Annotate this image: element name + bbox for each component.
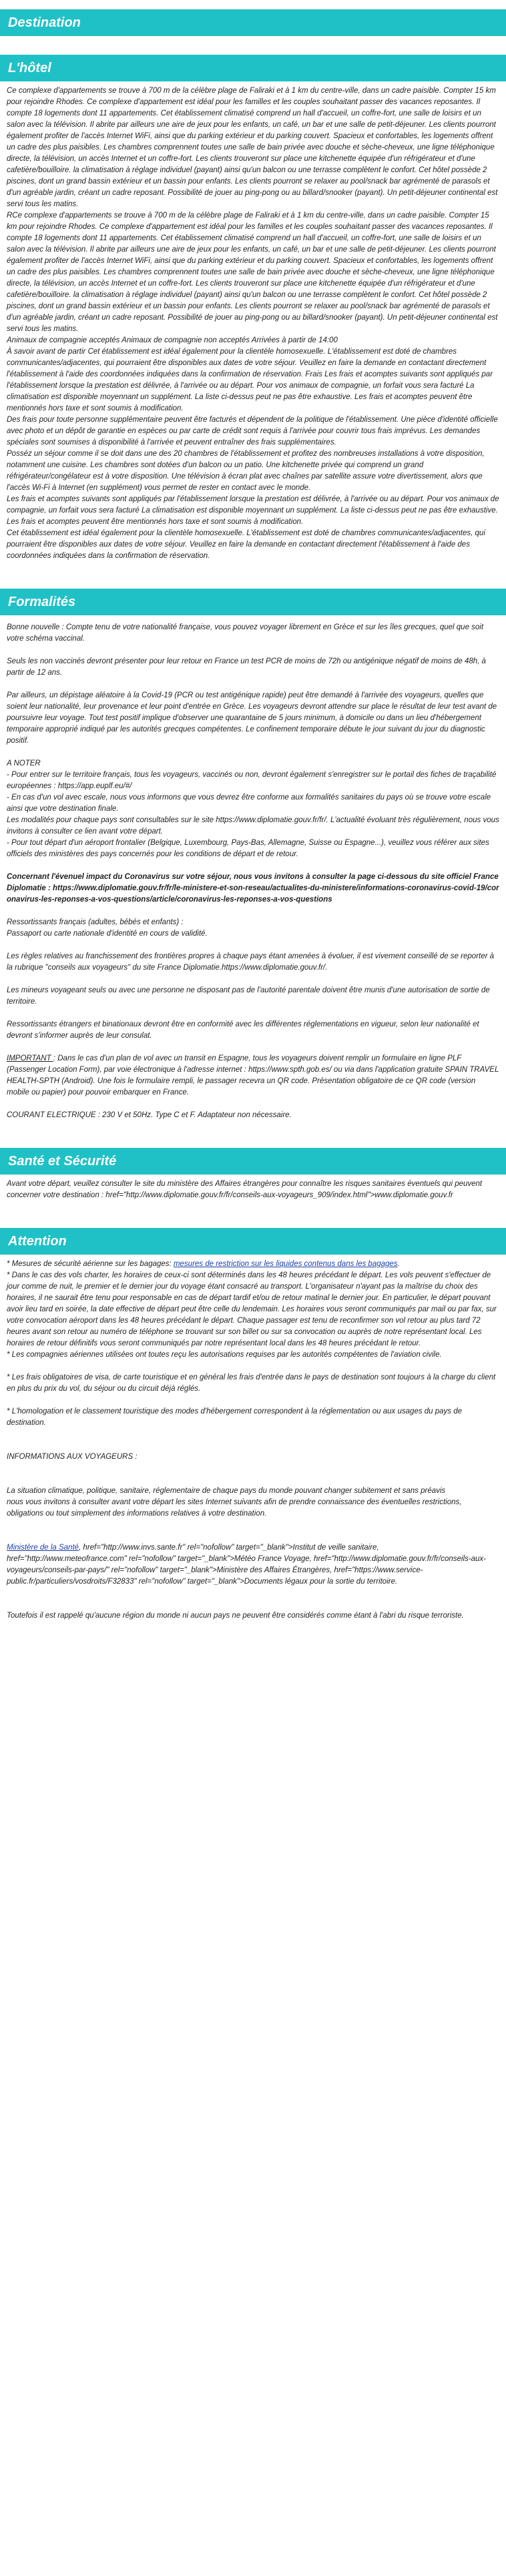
mineurs-text: Les mineurs voyageant seuls ou avec une personne ne disposant pas de l'autorité parentale doivent être munis d'une autorisation de sortie de territoire. bbox=[7, 986, 490, 1006]
info-title: INFORMATIONS AUX VOYAGEURS : bbox=[7, 1453, 138, 1461]
attention-header: Attention bbox=[0, 1228, 506, 1255]
bottom-gap bbox=[0, 1622, 506, 1635]
sante-section bbox=[0, 1175, 506, 1201]
attention-section bbox=[0, 1255, 506, 1622]
formalites-paragraph: Seuls les non vaccinés devront présenter pour leur retour en France un test PCR de moins de 72h ou antigénique négatif de moins de 48h, à partir de 12 ans. bbox=[7, 657, 486, 677]
sante-text: Avant votre départ, veuillez consulter le site du ministère des Affaires étrangères pour connaître les risques sanitaires éventuels qui peuvent concerner votre destination : href="http://www.diplomatie.gouv.fr/fr/conseils-aux-voyageurs_909/index.html">www.diplomatie.gouv.fr bbox=[7, 1180, 483, 1199]
resortissants-text: Ressortissants français (adultes, bébés et enfants) : Passaport ou carte nationale d'identité en cours de validité. bbox=[7, 918, 208, 938]
final-text: Toutefois il est rappelé qu'aucune région du monde ni aucun pays ne peuvent être considérés comme étant à l'abri du risque terroriste. bbox=[7, 1612, 464, 1620]
sante-header: Santé et Sécurité bbox=[0, 1148, 506, 1175]
note-line: - Pour entrer sur le territoire français, tous les voyageurs, vaccinés ou non, devront également s'enregistrer sur le portail des fiches de traçabilité européennes : https://app.euplf.eu/#/ bbox=[7, 771, 497, 790]
top-gap bbox=[0, 0, 506, 9]
attention-paragraph: * Les compagnies aériennes utilisées ont toutes reçu les autorisations requises par les autorités compétentes de l'aviation civile. bbox=[7, 1351, 442, 1359]
attention-paragraph: * Les frais obligatoires de visa, de carte touristique et en général les frais d'entrée dans le pays de destination sont toujours à la charge du client en plus du prix du vol, du séjour ou du circuit déjà réglés. bbox=[7, 1373, 496, 1393]
coronavirus-notice: Concernant l'évenuel impact du Coronavirus sur votre séjour, nous vous invitons à consulter la page ci-dessous du site officiel France Diplomatie : https://www.diplomatie.gouv.fr/fr/le-ministere-et-son-reseau/actualites-du-ministere/informations-coronavirus-covid-19/coronavirus-les-reponses-a-vos-questions/article/coronavirus-les-reponses-a-vos-questions bbox=[7, 873, 499, 904]
formalites-section bbox=[0, 615, 506, 1121]
attention-paragraph bbox=[7, 1259, 499, 1270]
note-line: Les modalités pour chaque pays sont consultables sur le site https://www.diplomatie.gouv.fr/fr/. L'actualité évoluant très régulièrement, nous vous invitons à consulter ce lien avant votre départ. bbox=[7, 816, 499, 836]
formalites-paragraph: Bonne nouvelle : Compte tenu de votre nationalité française, vous pouvez voyager librement en Grèce et sur les îles grecques, quel que soit votre schéma vaccinal. bbox=[7, 623, 484, 643]
note-title: A NOTER bbox=[7, 759, 41, 767]
hotel-paragraph: Posséz un séjour comme il se doit dans une des 20 chambres de l'établissement et profitez des nombreuses installations à votre disposition, notamment une cuisine. Les chambres sont dotées d'un balcon ou un patio. Une kitchenette privée qui comprend un grand réfrigérateur/congélateur est à votre disposition. Une télévision à écran plat avec chaînes par satellite assure votre divertissement, alors que l'accès Wi-Fi à Internet (en supplément) vous permet de rester en contact avec le monde. bbox=[7, 450, 485, 492]
info-text: La situation climatique, politique, sanitaire, réglementaire de chaque pays du monde pouvant changer subitement et sans préavis nous vous invitons à consulter avant votre départ les sites Internet suivants afin de prendre connaissance des éventuelles restrictions, obligations ou tout simplement des informations relatives à votre destination. bbox=[7, 1487, 462, 1518]
spacer bbox=[0, 1121, 506, 1148]
formalites-header: Formalités bbox=[0, 589, 506, 615]
hotel-paragraph: RCe complexe d'appartements se trouve à 700 m de la célèbre plage de Faliraki et à 1 km du centre-ville, dans un cadre paisible. Compter 15 km pour rejoindre Rhodes. Ce complexe d'appartement est idéal pour les familles et les couples souhaitant passer des vacances reposantes. Il compte 18 logements dont 11 appartements. Cet établissement climatisé comprend un hall d'accueil, un coffre-fort, une salle de loisirs et un salon avec la télévision. Il abrite par ailleurs une aire de jeux pour les enfants, un café, un bar et une salle de petit-déjeuner. Les clients pourront également profiter de l'accès Internet WiFi, ainsi que du parking extérieur et du parking couvert. Spacieux et confortables, les logements offrent un cadre des plus paisibles. Les chambres comprennent toutes une salle de bain privée avec douche et sèche-cheveux, une ligne téléphonique directe, la télévision, un accès Internet et un coffre-fort. Les clients trouveront sur place une kitchenette équipée d'un réfrigérateur et d'une cafetière/bouilloire. la climatisation à réglage individuel (payant) ainsi qu'un balcon ou une terrasse complètent le confort. Cet hôtel possède 2 piscines, dont un grand bassin extérieur et un bassin pour enfants. Les clients pourront se relaxer au pool/snack bar agrémenté de parasols et d'un agréable jardin, créant un cadre reposant. Possibilité de jouer au ping-pong ou au billard/snooker (payant). Un petit-déjeuner continental est servi tous les matins. bbox=[7, 212, 498, 333]
links-paragraph bbox=[7, 1542, 499, 1588]
bagages-prefix: * Mesures de sécurité aérienne sur les bagages: bbox=[7, 1260, 174, 1268]
note-line: - Pour tout départ d'un aéroport frontalier (Belgique, Luxembourg, Pays-Bas, Allemagne, Suisse ou Espagne...), veuillez vous référer aux sites officiels des ministères des pays concernés pour les conditions de départ et de retour. bbox=[7, 839, 489, 858]
hotel-paragraph: Des frais pour toute personne supplémentaire peuvent être facturés et dépendent de la politique de l'établissement. Une pièce d'identité officielle avec photo et un dépôt de garantie en espèces ou par carte de crédit sont requis à l'arrivée pour couvrir tous frais imprévus. Les demandes spéciales sont soumises à disponibilité à l'arrivée et peuvent entraîner des frais supplémentaires. bbox=[7, 416, 498, 446]
important-label: IMPORTANT bbox=[7, 1054, 53, 1062]
important-paragraph bbox=[7, 1053, 499, 1098]
hotel-paragraph: Animaux de compagnie acceptés Animaux de compagnie non acceptés Arrivées à partir de 14:00 bbox=[7, 336, 338, 344]
hotel-paragraph: Ce complexe d'appartements se trouve à 700 m de la célèbre plage de Faliraki et à 1 km du centre-ville, dans un cadre paisible. Compter 15 km pour rejoindre Rhodes. Ce complexe d'appartement est idéal pour les familles et les couples souhaitant passer des vacances reposantes. Il compte 18 logements dont 11 appartements. Cet établissement climatisé comprend un hall d'accueil, un coffre-fort, une salle de loisirs et un salon avec la télévision. Il abrite par ailleurs une aire de jeux pour les enfants, un café, un bar et une salle de petit-déjeuner. Les clients pourront également profiter de l'accès Internet WiFi, ainsi que du parking extérieur et du parking couvert. Spacieux et confortables, les logements offrent un cadre des plus paisibles. Les chambres comprennent toutes une salle de bain privée avec douche et sèche-cheveux, une ligne téléphonique directe, la télévision, un accès Internet et un coffre-fort. Les clients trouveront sur place une kitchenette équipée d'un réfrigérateur et d'une cafetière/bouilloire. la climatisation à réglage individuel (payant) ainsi qu'un balcon ou une terrasse complètent le confort. Cet hôtel possède 2 piscines, dont un grand bassin extérieur et un bassin pour enfants. Les clients pourront se relaxer au pool/snack bar agrémenté de parasols et d'un agréable jardin, créant un cadre reposant. Possibilité de jouer au ping-pong ou au billard/snooker (payant). Un petit-déjeuner continental est servi tous les matins. bbox=[7, 87, 498, 208]
spacer bbox=[0, 562, 506, 589]
hotel-section bbox=[0, 81, 506, 562]
note-line: - En cas d'un vol avec escale, nous vous informons que vous devrez être conforme aux formalités sanitaires du pays où se trouve votre escale ainsi que votre destination finale. bbox=[7, 793, 491, 813]
restriction-liquides-link[interactable]: mesures de restriction sur les liquides contenus dans les bagages bbox=[173, 1260, 398, 1268]
hotel-paragraph: Cet établissement est idéal également pour la clientèle homosexuelle. L'établissement est doté de chambres communicantes/adjacentes, qui pourraient être disponibles aux dates de votre séjour. Veuillez en faire la demande en contactant directement l'établissement à l'aide des coordonnées indiquées dans la confirmation de réservation. bbox=[7, 529, 485, 560]
courant-text: COURANT ELECTRIQUE : 230 V et 50Hz. Type C et F. Adaptateur non nécessaire. bbox=[7, 1111, 292, 1119]
hotel-paragraph: À savoir avant de partir Cet établissement est idéal également pour la clientèle homosexuelle. L'établissement est doté de chambres communicantes/adjacentes, qui pourraient être disponibles aux dates de votre séjour. Veuillez en faire la demande en contactant directement l'établissement à l'aide des coordonnées indiquées dans la confirmation de réservation. Frais Les frais et acomptes suivants sont appliqués par l'établissement lorsque la prestation est délivrée, à l'arrivée ou au départ. Pour vos animaux de compagnie, un forfait vous sera facturé La climatisation est disponible moyennant un supplément. La liste ci-dessus peut ne pas être exhaustive. Les frais et acomptes peuvent être mentionnés hors taxe et sont soumis à modification. bbox=[7, 348, 493, 412]
links-text: , href="http://www.invs.sante.fr" rel="nofollow" target="_blank">Institut de veille sanitaire, href="http://www.meteofrance.com" rel="nofollow" target="_blank">Météo France Voyage, href="http://www.diplomatie.gouv.fr/fr/conseils-aux-voyageurs/conseils-par-pays/" rel="nofollow" target="_blank">Ministère des Affaires Étrangères, href="https://www.service-public.fr/particuliers/vosdroits/F32833" rel="nofollow" target="_blank">Documents légaux pour la sortie du territoire. bbox=[7, 1544, 486, 1586]
attention-paragraph: * L'homologation et le classement touristique des modes d'hébergement correspondent à la réglementation ou aux usages du pays de destination. bbox=[7, 1407, 463, 1427]
ministere-sante-link[interactable]: Ministère de la Santé bbox=[7, 1544, 79, 1552]
destination-header: Destination bbox=[0, 9, 506, 36]
formalites-paragraph: Par ailleurs, un dépistage aléatoire à la Covid-19 (PCR ou test antigénique rapide) peut être demandé à l'arrivée des voyageurs, quelles que soient leur nationalité, leur provenance et leur point d'entrée en Grèce. Les voyageurs devront attendre sur place le résultat de leur test avant de poursuivre leur voyage. Tout test positif implique d'observer une quarantaine de 5 jours minimum, à domicile ou dans un lieu d'hébergement temporaire approprié indiqué par les autorités grecques compétentes. Le confinement temporaire débute le jour suivant du jour du diagnostic positif. bbox=[7, 691, 497, 745]
etrangers-text: Ressortissants étrangers et binationaux devront être en conformité avec les différentes réglementations en vigueur, selon leur nationalité et devront s'informer auprès de leur consulat. bbox=[7, 1020, 479, 1040]
important-text: : Dans le cas d'un plan de vol avec un transit en Espagne, tous les voyageurs doivent remplir un formulaire en ligne PLF (Passenger Location Form), par voie électronique à l'adresse internet : https://www.spth.gob.es/ ou via dans l'application gratuite SPAIN TRAVEL HEALTH-SPTH (Android). Une fois le formulaire rempli, le passager recevra un QR code. Présentation obligatoire de ce QR code (version mobile ou papier) pour pouvoir embarquer en France. bbox=[7, 1054, 499, 1096]
spacer bbox=[0, 36, 506, 55]
regles-text: Les règles relatives au franchissement des frontières propres à chaque pays étant amenées à évoluer, il est vivement conseillé de se reporter à la rubrique "conseils aux voyageurs" du site France Diplomatie.https://www.diplomatie.gouv.fr/. bbox=[7, 952, 495, 972]
hotel-header: L'hôtel bbox=[0, 55, 506, 81]
attention-paragraph: * Dans le cas des vols charter, les horaires de ceux-ci sont déterminés dans les 48 heures précédant le départ. Les vols peuvent s'effectuer de jour comme de nuit, le premier et le dernier jour du voyage étant consacré au transport. L'organisateur n'ayant pas la maîtrise du choix des horaires, il ne saurait être tenu pour responsable en cas de départ tardif et/ou de retour matinal le dernier jour. En particulier, le départ pouvant avoir lieu tard en soirée, la date effective de départ peut être celle du lendemain. Les horaires vous seront communiqués par mail ou par fax, sur votre convocation aéroport dans les 48 heures précédant le départ. Chaque passager est tenu de reconfirmer son vol retour au plus tard 72 heures avant son retour au numéro de téléphone se trouvant sur son billet ou sur sa convocation ou auprès de notre représentant local. Les horaires de retour définitifs vous seront communiqués par notre représentant local dans les 48 heures précédant le retour. bbox=[7, 1271, 497, 1347]
hotel-paragraph: Les frais et acomptes suivants sont appliqués par l'établissement lorsque la prestation est délivrée, à l'arrivée ou au départ. Pour vos animaux de compagnie, un forfait vous sera facturé La climatisation est disponible moyennant un supplément. La liste ci-dessus peut ne pas être exhaustive. Les frais et acomptes peuvent être mentionnés hors taxe et sont soumis à modification. bbox=[7, 495, 499, 526]
bagages-suffix: . bbox=[397, 1260, 400, 1268]
spacer bbox=[0, 1201, 506, 1228]
